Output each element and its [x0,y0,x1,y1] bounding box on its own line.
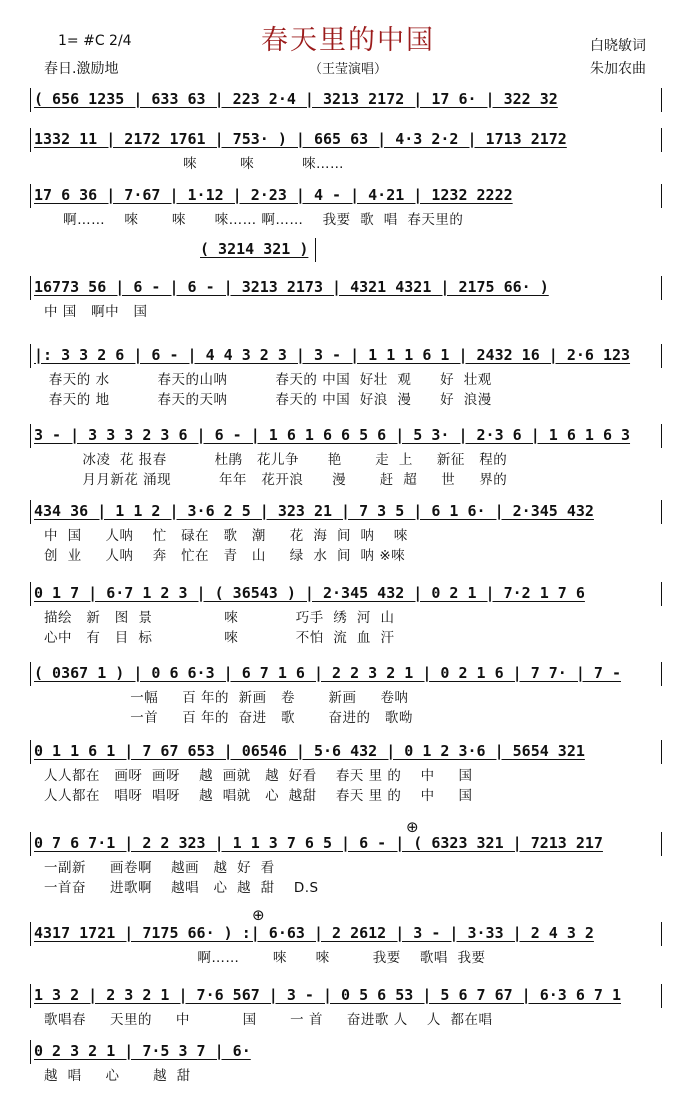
score-system [196,238,316,262]
score-system [30,128,662,172]
notation-line: ( 656 1235 | 633 63 | 223 2·4 | 3213 2172 | 17 6· | 322 32 [34,90,558,108]
lyrics-line: 歌唱春 天里的 中 国 一 首 奋进歌 人 人 都在唱 [44,1012,493,1028]
coda-sign-icon: ⊕ [406,818,419,836]
score-system [30,344,662,408]
notation-line: ( 0367 1 ) | 0 6 6·3 | 6 7 1 6 | 2 2 3 2 1 | 0 2 1 6 | 7 7· | 7 - [34,664,621,682]
singer-credit: （王莹演唱） [308,62,387,77]
lyrics-line: 描绘 新 图 景 唻 巧手 绣 河 山 [44,610,395,626]
score-system [30,1040,270,1084]
lyrics-line: 春天的 地 春天的天呐 春天的 中国 好浪 漫 好 浪漫 [44,392,492,408]
lyrics-line: 中 国 人呐 忙 碌在 歌 潮 花 海 间 呐 唻 [44,528,408,544]
notation-line: |: 3 3 2 6 | 6 - | 4 4 3 2 3 | 3 - | 1 1 1 6 1 | 2432 16 | 2·6 123 [34,346,631,364]
lyrics-line: 春天的 水 春天的山呐 春天的 中国 好壮 观 好 壮观 [44,372,492,388]
notation-line: 0 1 1 6 1 | 7 67 653 | 06546 | 5·6 432 | 0 1 2 3·6 | 5654 321 [34,742,585,760]
notation-line: ( 3214 321 ) [200,240,309,258]
key-signature: 1= #C 2/4 [58,33,132,49]
lyrics-line: 一副新 画卷啊 越画 越 好 看 [44,860,275,876]
lyrics-line: 月月新花 涌现 年年 花开浪 漫 赶 超 世 界的 [44,472,508,488]
notation-line: 0 2 3 2 1 | 7·5 3 7 | 6· [34,1042,251,1060]
score-system [30,184,662,228]
score-system [30,922,662,966]
lyrics-line: 冰凌 花 报春 杜鹃 花儿争 艳 走 上 新征 程的 [44,452,508,468]
coda-sign-icon: ⊕ [252,906,265,924]
score-system [30,500,662,564]
notation-line: 1 3 2 | 2 3 2 1 | 7·6 567 | 3 - | 0 5 6 53 | 5 6 7 67 | 6·3 6 7 1 [34,986,621,1004]
notation-line: 0 1 7 | 6·7 1 2 3 | ( 36543 ) | 2·345 432 | 0 2 1 | 7·2 1 7 6 [34,584,585,602]
score-system [30,740,662,804]
score-system [30,662,662,726]
lyrics-line: 心中 有 目 标 唻 不怕 流 血 汗 [44,630,395,646]
lyrics-line: 一首 百 年的 奋进 歌 奋进的 歌呦 [44,710,413,726]
song-title: 春天里的中国 [261,25,435,56]
notation-line: 3 - | 3 3 3 2 3 6 | 6 - | 1 6 1 6 6 5 6 | 5 3· | 2·3 6 | 1 6 1 6 3 [34,426,631,444]
score-system [30,832,662,896]
notation-line: 0 7 6 7·1 | 2 2 323 | 1 1 3 7 6 5 | 6 - | ( 6323 321 | 7213 217 [34,834,603,852]
lyrics-line: 越 唱 心 越 甜 [44,1068,191,1084]
lyrics-line: 一幅 百 年的 新画 卷 新画 卷呐 [44,690,409,706]
notation-line: 16773 56 | 6 - | 6 - | 3213 2173 | 4321 4321 | 2175 66· ) [34,278,549,296]
lyrics-line: 人人都在 唱呀 唱呀 越 唱就 心 越甜 春天 里 的 中 国 [44,788,473,804]
lyrics-line: 中 国 啊中 国 [44,304,148,320]
notation-line: 17 6 36 | 7·67 | 1·12 | 2·23 | 4 - | 4·21 | 1232 2222 [34,186,513,204]
lyrics-line: 啊…… 唻 唻 我要 歌唱 我要 [44,950,486,966]
score-system [30,424,662,488]
lyrics-line: 人人都在 画呀 画呀 越 画就 越 好看 春天 里 的 中 国 [44,768,473,784]
lyrics-line: 啊…… 唻 唻 唻…… 啊…… 我要 歌 唱 春天里的 [44,212,464,228]
lyrics-line: 一首奋 进歌啊 越唱 心 越 甜 D.S [44,880,319,896]
notation-line: 1332 11 | 2172 1761 | 753· ) | 665 63 | 4·3 2·2 | 1713 2172 [34,130,567,148]
lyrics-line: 创 业 人呐 奔 忙在 青 山 绿 水 间 呐 ※唻 [44,548,406,564]
score-system [30,276,662,320]
tempo-marking: 春日.激励地 [44,61,119,77]
composer-credit: 朱加农曲 [590,61,646,77]
notation-line: 434 36 | 1 1 2 | 3·6 2 5 | 323 21 | 7 3 5 | 6 1 6· | 2·345 432 [34,502,594,520]
score-system [30,582,662,646]
lyrics-line: 唻 唻 唻…… [44,156,344,172]
score-system [30,984,662,1028]
lyricist-credit: 白晓敏词 [590,38,646,54]
score-system [30,88,662,112]
notation-line: 4317 1721 | 7175 66· ) :| 6·63 | 2 2612 | 3 - | 3·33 | 2 4 3 2 [34,924,594,942]
